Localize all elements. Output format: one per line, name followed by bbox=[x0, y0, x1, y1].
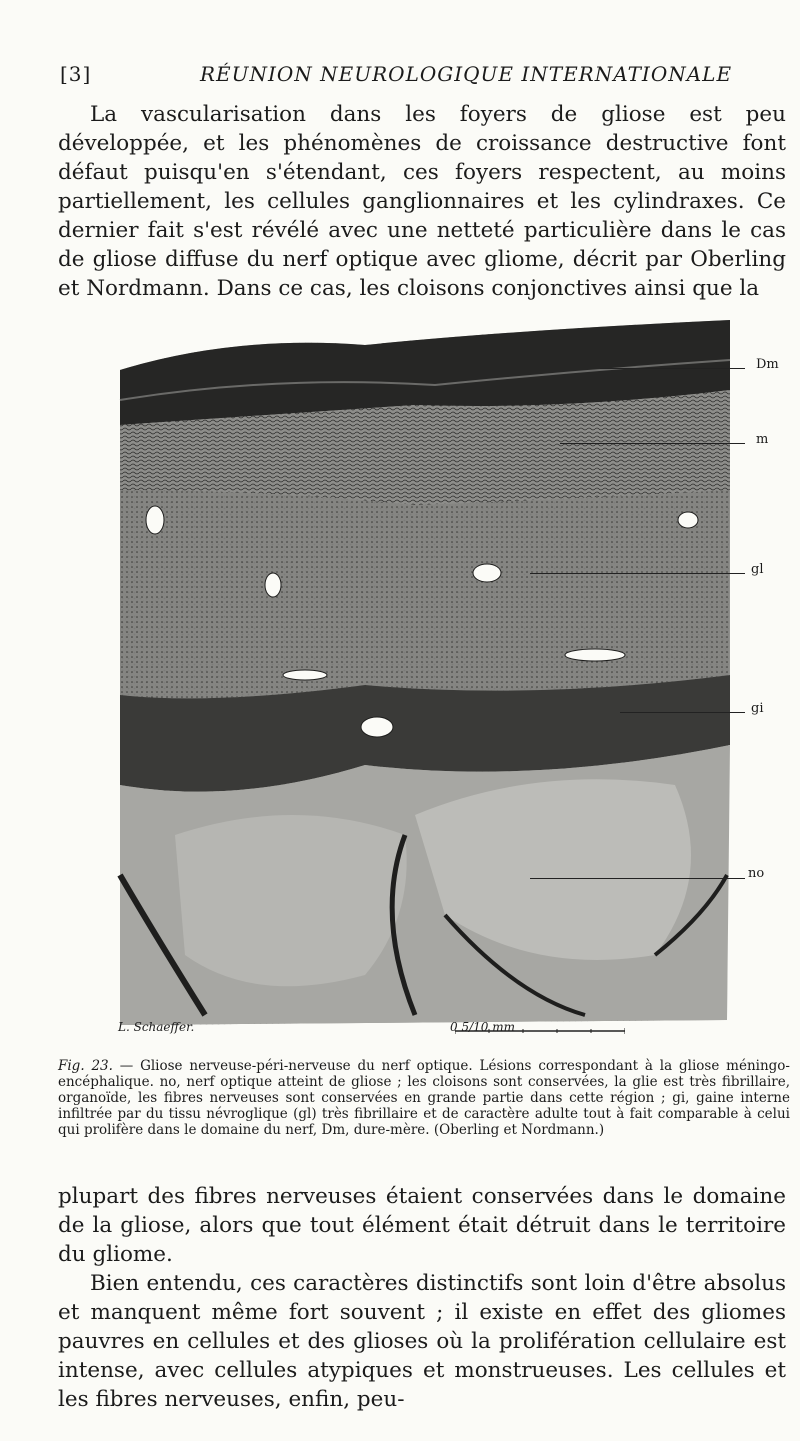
running-title: RÉUNION NEUROLOGIQUE INTERNATIONALE bbox=[200, 62, 733, 86]
scale-bar bbox=[455, 1028, 625, 1034]
histology-illustration bbox=[115, 315, 735, 1035]
leader-line-gl bbox=[530, 573, 745, 574]
page-number: [3] bbox=[60, 62, 92, 86]
scale-label: 0 5/10 mm bbox=[450, 1020, 515, 1034]
leader-line-m bbox=[560, 443, 745, 444]
caption-text: — Gliose nerveuse-péri-nerveuse du nerf optique. Lésions correspondant à la gliose méningo-encéphalique. no, nerf optique atteint de gliose ; les cloisons sont conservées, la glie est très fibrillaire, organoïde, les fibres nerveuses sont conservées en grande partie dans cette région ; gi, gaine interne infiltrée par du tissu névroglique (gl) très fibrillaire et de caractère adulte tout à fait comparable à celui qui prolifère dans le domaine du nerf, Dm, dure-mère. (Oberling et Nordmann.) bbox=[58, 1058, 790, 1138]
leader-line-dm bbox=[600, 368, 745, 369]
leader-line-gi bbox=[620, 712, 745, 713]
figure-number: Fig. 23. bbox=[58, 1058, 113, 1074]
bottom-paragraph-2: Bien entendu, ces caractères distinctifs sont loin d'être absolus et manquent même fort souvent ; il existe en effet des gliomes pauvres en cellules et des glioses où la prolifération cellulaire est intense, avec cellules atypiques et monstrueuses. Les cellules et les fibres nerveuses, enfin, peu- bbox=[58, 1271, 786, 1412]
artist-signature: L. Schaeffer. bbox=[118, 1020, 195, 1034]
leader-line-no bbox=[530, 878, 745, 879]
figure-caption bbox=[58, 1058, 790, 1138]
bottom-paragraph-1: plupart des fibres nerveuses étaient conservées dans le domaine de la gliose, alors que tout élément était détruit dans le territoire du gliome. bbox=[58, 1184, 786, 1267]
label-m: m bbox=[756, 432, 769, 447]
histology-figure bbox=[115, 315, 735, 1035]
top-paragraph-text: La vascularisation dans les foyers de gliose est peu développée, et les phénomènes de croissance destructive font défaut puisqu'en s'étendant, ces foyers respectent, au moins partiellement, les cellules ganglionnaires et les cylindraxes. Ce dernier fait s'est révélé avec une netteté particulière dans le cas de gliose diffuse du nerf optique avec gliome, décrit par Oberling et Nordmann. Dans ce cas, les cloisons conjonctives ainsi que la bbox=[58, 102, 786, 301]
page-header bbox=[60, 62, 760, 90]
label-gl: gl bbox=[751, 562, 764, 577]
bottom-paragraphs bbox=[58, 1182, 786, 1414]
label-dm: Dm bbox=[756, 357, 779, 372]
top-paragraph bbox=[58, 100, 786, 303]
label-gi: gi bbox=[751, 701, 764, 716]
label-no: no bbox=[748, 866, 765, 881]
